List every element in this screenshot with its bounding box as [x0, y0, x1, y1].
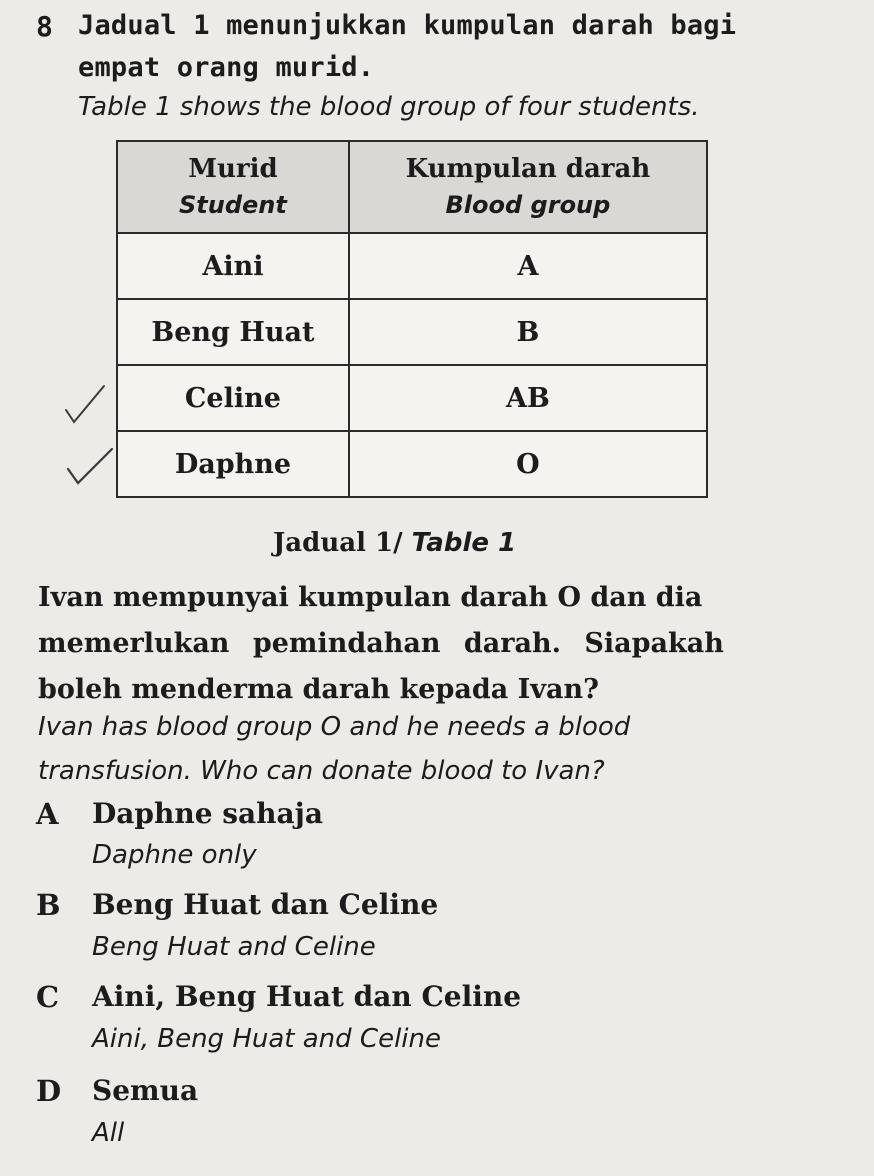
question-number: 8	[36, 10, 53, 43]
table-caption-ms: Jadual 1/	[273, 528, 403, 558]
header-blood-group	[349, 141, 707, 233]
student-name-cell: Aini	[117, 233, 349, 299]
handwritten-tick-icon	[62, 445, 122, 490]
header-student-ms: Murid	[188, 154, 278, 184]
header-blood-group-ms: Kumpulan darah	[405, 154, 651, 184]
table-caption	[273, 528, 516, 558]
table-row	[117, 233, 707, 299]
option-text-ms: Beng Huat dan Celine	[92, 888, 439, 921]
table-row	[117, 365, 707, 431]
prompt-ms-line-3: boleh menderma darah kepada Ivan?	[38, 674, 599, 705]
prompt-en-line-2: transfusion. Who can donate blood to Ivan?	[38, 756, 605, 786]
option-text-ms: Semua	[92, 1074, 199, 1107]
option-text-en: Daphne only	[92, 840, 257, 870]
blood-group-table	[116, 140, 708, 498]
option-letter: B	[36, 888, 61, 922]
table-caption-en: Table 1	[411, 528, 517, 558]
header-student	[117, 141, 349, 233]
option-text-en: Aini, Beng Huat and Celine	[92, 1024, 441, 1054]
student-name-cell: Daphne	[117, 431, 349, 497]
question-stem-ms-line-1: Jadual 1 menunjukkan kumpulan darah bagi	[78, 10, 737, 41]
table-header-row	[117, 141, 707, 233]
option-letter: A	[36, 797, 59, 831]
prompt-en-line-1: Ivan has blood group O and he needs a blood	[38, 712, 631, 742]
table-row	[117, 431, 707, 497]
handwritten-tick-icon	[60, 380, 120, 430]
prompt-ms-line-2: memerlukan pemindahan darah. Siapakah	[38, 628, 724, 659]
question-stem-ms-line-2: empat orang murid.	[78, 52, 375, 83]
header-blood-group-en: Blood group	[445, 191, 611, 219]
blood-group-cell: O	[349, 431, 707, 497]
option-text-ms: Daphne sahaja	[92, 797, 323, 830]
table-row	[117, 299, 707, 365]
option-text-en: All	[92, 1118, 125, 1148]
option-letter: C	[36, 980, 60, 1014]
blood-group-cell: A	[349, 233, 707, 299]
option-text-ms: Aini, Beng Huat dan Celine	[92, 980, 522, 1013]
blood-group-cell: AB	[349, 365, 707, 431]
student-name-cell: Celine	[117, 365, 349, 431]
header-student-en: Student	[179, 191, 287, 219]
option-text-en: Beng Huat and Celine	[92, 932, 376, 962]
student-name-cell: Beng Huat	[117, 299, 349, 365]
blood-group-cell: B	[349, 299, 707, 365]
prompt-ms-line-1: Ivan mempunyai kumpulan darah O dan dia	[38, 582, 703, 613]
question-stem-en: Table 1 shows the blood group of four students.	[78, 92, 700, 122]
option-letter: D	[36, 1074, 62, 1108]
